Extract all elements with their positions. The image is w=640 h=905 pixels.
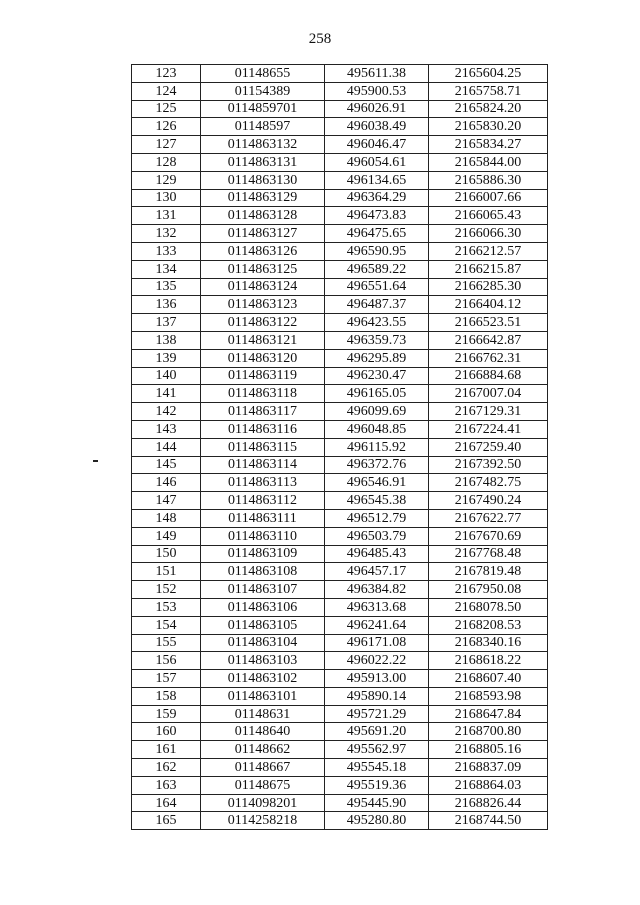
x-coordinate-cell: 496590.95 [325, 242, 429, 260]
x-coordinate-cell: 496512.79 [325, 509, 429, 527]
table-row [132, 634, 548, 652]
point-number-cell: 125 [132, 100, 201, 118]
point-id-cell: 01154389 [201, 82, 325, 100]
y-coordinate-cell: 2166642.87 [429, 331, 548, 349]
point-id-cell: 0114863110 [201, 527, 325, 545]
table-row [132, 705, 548, 723]
point-id-cell: 0114863108 [201, 563, 325, 581]
point-id-cell: 0114863102 [201, 670, 325, 688]
point-id-cell: 01148597 [201, 118, 325, 136]
x-coordinate-cell: 496589.22 [325, 260, 429, 278]
point-id-cell: 0114863126 [201, 242, 325, 260]
point-id-cell: 01148631 [201, 705, 325, 723]
point-number-cell: 158 [132, 687, 201, 705]
point-id-cell: 0114863101 [201, 687, 325, 705]
point-number-cell: 152 [132, 581, 201, 599]
table-row [132, 492, 548, 510]
table-row [132, 687, 548, 705]
point-id-cell: 0114863115 [201, 438, 325, 456]
x-coordinate-cell: 496551.64 [325, 278, 429, 296]
point-number-cell: 147 [132, 492, 201, 510]
point-id-cell: 0114863130 [201, 171, 325, 189]
point-number-cell: 162 [132, 759, 201, 777]
point-id-cell: 0114863131 [201, 153, 325, 171]
table-row [132, 349, 548, 367]
x-coordinate-cell: 496026.91 [325, 100, 429, 118]
point-number-cell: 154 [132, 616, 201, 634]
table-row [132, 563, 548, 581]
y-coordinate-cell: 2166884.68 [429, 367, 548, 385]
y-coordinate-cell: 2168837.09 [429, 759, 548, 777]
table-row [132, 385, 548, 403]
y-coordinate-cell: 2167819.48 [429, 563, 548, 581]
y-coordinate-cell: 2165886.30 [429, 171, 548, 189]
y-coordinate-cell: 2166007.66 [429, 189, 548, 207]
x-coordinate-cell: 495445.90 [325, 794, 429, 812]
point-number-cell: 156 [132, 652, 201, 670]
point-id-cell: 0114863122 [201, 314, 325, 332]
point-number-cell: 157 [132, 670, 201, 688]
point-id-cell: 0114863120 [201, 349, 325, 367]
y-coordinate-cell: 2168700.80 [429, 723, 548, 741]
table-row [132, 367, 548, 385]
table-row [132, 260, 548, 278]
point-id-cell: 0114863128 [201, 207, 325, 225]
point-number-cell: 128 [132, 153, 201, 171]
table-row [132, 438, 548, 456]
point-number-cell: 150 [132, 545, 201, 563]
point-id-cell: 0114859701 [201, 100, 325, 118]
point-number-cell: 142 [132, 403, 201, 421]
y-coordinate-cell: 2165824.20 [429, 100, 548, 118]
point-id-cell: 0114863125 [201, 260, 325, 278]
point-id-cell: 0114863121 [201, 331, 325, 349]
table-row [132, 616, 548, 634]
point-id-cell: 0114098201 [201, 794, 325, 812]
table-row [132, 189, 548, 207]
y-coordinate-cell: 2167129.31 [429, 403, 548, 421]
point-id-cell: 0114863109 [201, 545, 325, 563]
x-coordinate-cell: 496384.82 [325, 581, 429, 599]
point-number-cell: 144 [132, 438, 201, 456]
point-id-cell: 0114863114 [201, 456, 325, 474]
x-coordinate-cell: 495611.38 [325, 65, 429, 83]
coordinates-table [131, 64, 548, 830]
point-number-cell: 146 [132, 474, 201, 492]
y-coordinate-cell: 2168864.03 [429, 776, 548, 794]
point-id-cell: 0114863119 [201, 367, 325, 385]
point-id-cell: 0114863107 [201, 581, 325, 599]
x-coordinate-cell: 496473.83 [325, 207, 429, 225]
y-coordinate-cell: 2167622.77 [429, 509, 548, 527]
point-id-cell: 0114863124 [201, 278, 325, 296]
table-row [132, 82, 548, 100]
point-id-cell: 0114863132 [201, 136, 325, 154]
y-coordinate-cell: 2166404.12 [429, 296, 548, 314]
table-row [132, 527, 548, 545]
y-coordinate-cell: 2165758.71 [429, 82, 548, 100]
point-number-cell: 134 [132, 260, 201, 278]
x-coordinate-cell: 496487.37 [325, 296, 429, 314]
point-number-cell: 135 [132, 278, 201, 296]
y-coordinate-cell: 2168744.50 [429, 812, 548, 830]
y-coordinate-cell: 2168647.84 [429, 705, 548, 723]
table-row [132, 509, 548, 527]
point-number-cell: 145 [132, 456, 201, 474]
table-row [132, 723, 548, 741]
x-coordinate-cell: 496372.76 [325, 456, 429, 474]
stray-mark [93, 460, 98, 462]
x-coordinate-cell: 495691.20 [325, 723, 429, 741]
x-coordinate-cell: 496546.91 [325, 474, 429, 492]
point-number-cell: 130 [132, 189, 201, 207]
point-number-cell: 165 [132, 812, 201, 830]
point-id-cell: 01148655 [201, 65, 325, 83]
x-coordinate-cell: 496230.47 [325, 367, 429, 385]
table-row [132, 331, 548, 349]
point-number-cell: 163 [132, 776, 201, 794]
table-row [132, 278, 548, 296]
table-row [132, 136, 548, 154]
y-coordinate-cell: 2165830.20 [429, 118, 548, 136]
y-coordinate-cell: 2167670.69 [429, 527, 548, 545]
point-number-cell: 132 [132, 225, 201, 243]
point-number-cell: 164 [132, 794, 201, 812]
table-row [132, 759, 548, 777]
y-coordinate-cell: 2166212.57 [429, 242, 548, 260]
table-row [132, 456, 548, 474]
x-coordinate-cell: 495280.80 [325, 812, 429, 830]
table-row [132, 118, 548, 136]
x-coordinate-cell: 496295.89 [325, 349, 429, 367]
x-coordinate-cell: 496545.38 [325, 492, 429, 510]
point-id-cell: 0114863123 [201, 296, 325, 314]
point-number-cell: 124 [132, 82, 201, 100]
x-coordinate-cell: 495913.00 [325, 670, 429, 688]
point-id-cell: 01148667 [201, 759, 325, 777]
y-coordinate-cell: 2167259.40 [429, 438, 548, 456]
table-row [132, 65, 548, 83]
y-coordinate-cell: 2167392.50 [429, 456, 548, 474]
point-id-cell: 0114258218 [201, 812, 325, 830]
point-id-cell: 01148662 [201, 741, 325, 759]
table-row [132, 314, 548, 332]
point-id-cell: 0114863117 [201, 403, 325, 421]
table-row [132, 598, 548, 616]
table-row [132, 403, 548, 421]
table-row [132, 474, 548, 492]
y-coordinate-cell: 2168340.16 [429, 634, 548, 652]
point-number-cell: 138 [132, 331, 201, 349]
x-coordinate-cell: 496485.43 [325, 545, 429, 563]
point-number-cell: 131 [132, 207, 201, 225]
point-number-cell: 140 [132, 367, 201, 385]
y-coordinate-cell: 2166215.87 [429, 260, 548, 278]
x-coordinate-cell: 495890.14 [325, 687, 429, 705]
point-number-cell: 136 [132, 296, 201, 314]
x-coordinate-cell: 496046.47 [325, 136, 429, 154]
table-row [132, 242, 548, 260]
table-row [132, 545, 548, 563]
x-coordinate-cell: 496475.65 [325, 225, 429, 243]
x-coordinate-cell: 495721.29 [325, 705, 429, 723]
table-row [132, 812, 548, 830]
x-coordinate-cell: 495900.53 [325, 82, 429, 100]
y-coordinate-cell: 2165844.00 [429, 153, 548, 171]
y-coordinate-cell: 2168618.22 [429, 652, 548, 670]
x-coordinate-cell: 495545.18 [325, 759, 429, 777]
table-row [132, 794, 548, 812]
table-row [132, 670, 548, 688]
x-coordinate-cell: 495519.36 [325, 776, 429, 794]
x-coordinate-cell: 496359.73 [325, 331, 429, 349]
table-row [132, 225, 548, 243]
point-number-cell: 159 [132, 705, 201, 723]
y-coordinate-cell: 2167224.41 [429, 420, 548, 438]
point-id-cell: 0114863116 [201, 420, 325, 438]
y-coordinate-cell: 2166065.43 [429, 207, 548, 225]
x-coordinate-cell: 496099.69 [325, 403, 429, 421]
y-coordinate-cell: 2168826.44 [429, 794, 548, 812]
y-coordinate-cell: 2168805.16 [429, 741, 548, 759]
point-number-cell: 126 [132, 118, 201, 136]
point-id-cell: 0114863113 [201, 474, 325, 492]
point-number-cell: 151 [132, 563, 201, 581]
y-coordinate-cell: 2167950.08 [429, 581, 548, 599]
point-id-cell: 0114863105 [201, 616, 325, 634]
x-coordinate-cell: 496048.85 [325, 420, 429, 438]
point-number-cell: 129 [132, 171, 201, 189]
table-row [132, 153, 548, 171]
point-id-cell: 0114863112 [201, 492, 325, 510]
point-id-cell: 01148675 [201, 776, 325, 794]
table-row [132, 652, 548, 670]
point-number-cell: 133 [132, 242, 201, 260]
y-coordinate-cell: 2166066.30 [429, 225, 548, 243]
y-coordinate-cell: 2168593.98 [429, 687, 548, 705]
x-coordinate-cell: 496022.22 [325, 652, 429, 670]
table-row [132, 741, 548, 759]
x-coordinate-cell: 496171.08 [325, 634, 429, 652]
y-coordinate-cell: 2166523.51 [429, 314, 548, 332]
point-number-cell: 153 [132, 598, 201, 616]
point-number-cell: 139 [132, 349, 201, 367]
point-id-cell: 0114863111 [201, 509, 325, 527]
point-number-cell: 149 [132, 527, 201, 545]
y-coordinate-cell: 2166285.30 [429, 278, 548, 296]
x-coordinate-cell: 496364.29 [325, 189, 429, 207]
x-coordinate-cell: 496423.55 [325, 314, 429, 332]
table-row [132, 207, 548, 225]
point-number-cell: 127 [132, 136, 201, 154]
y-coordinate-cell: 2167490.24 [429, 492, 548, 510]
y-coordinate-cell: 2167007.04 [429, 385, 548, 403]
y-coordinate-cell: 2165834.27 [429, 136, 548, 154]
x-coordinate-cell: 496038.49 [325, 118, 429, 136]
table-row [132, 296, 548, 314]
y-coordinate-cell: 2168607.40 [429, 670, 548, 688]
y-coordinate-cell: 2168078.50 [429, 598, 548, 616]
y-coordinate-cell: 2167768.48 [429, 545, 548, 563]
point-id-cell: 0114863104 [201, 634, 325, 652]
x-coordinate-cell: 496134.65 [325, 171, 429, 189]
point-number-cell: 123 [132, 65, 201, 83]
x-coordinate-cell: 496115.92 [325, 438, 429, 456]
point-id-cell: 0114863103 [201, 652, 325, 670]
table-body [132, 65, 548, 830]
point-number-cell: 143 [132, 420, 201, 438]
point-number-cell: 155 [132, 634, 201, 652]
table-row [132, 100, 548, 118]
table-row [132, 776, 548, 794]
x-coordinate-cell: 496054.61 [325, 153, 429, 171]
table-row [132, 581, 548, 599]
table-row [132, 420, 548, 438]
x-coordinate-cell: 496165.05 [325, 385, 429, 403]
point-id-cell: 0114863129 [201, 189, 325, 207]
x-coordinate-cell: 496503.79 [325, 527, 429, 545]
y-coordinate-cell: 2167482.75 [429, 474, 548, 492]
point-id-cell: 0114863118 [201, 385, 325, 403]
point-number-cell: 160 [132, 723, 201, 741]
point-id-cell: 0114863127 [201, 225, 325, 243]
table-row [132, 171, 548, 189]
point-number-cell: 148 [132, 509, 201, 527]
x-coordinate-cell: 496313.68 [325, 598, 429, 616]
y-coordinate-cell: 2168208.53 [429, 616, 548, 634]
x-coordinate-cell: 496241.64 [325, 616, 429, 634]
point-id-cell: 01148640 [201, 723, 325, 741]
x-coordinate-cell: 495562.97 [325, 741, 429, 759]
point-id-cell: 0114863106 [201, 598, 325, 616]
point-number-cell: 141 [132, 385, 201, 403]
x-coordinate-cell: 496457.17 [325, 563, 429, 581]
y-coordinate-cell: 2166762.31 [429, 349, 548, 367]
page-number: 258 [308, 31, 332, 47]
point-number-cell: 161 [132, 741, 201, 759]
point-number-cell: 137 [132, 314, 201, 332]
y-coordinate-cell: 2165604.25 [429, 65, 548, 83]
